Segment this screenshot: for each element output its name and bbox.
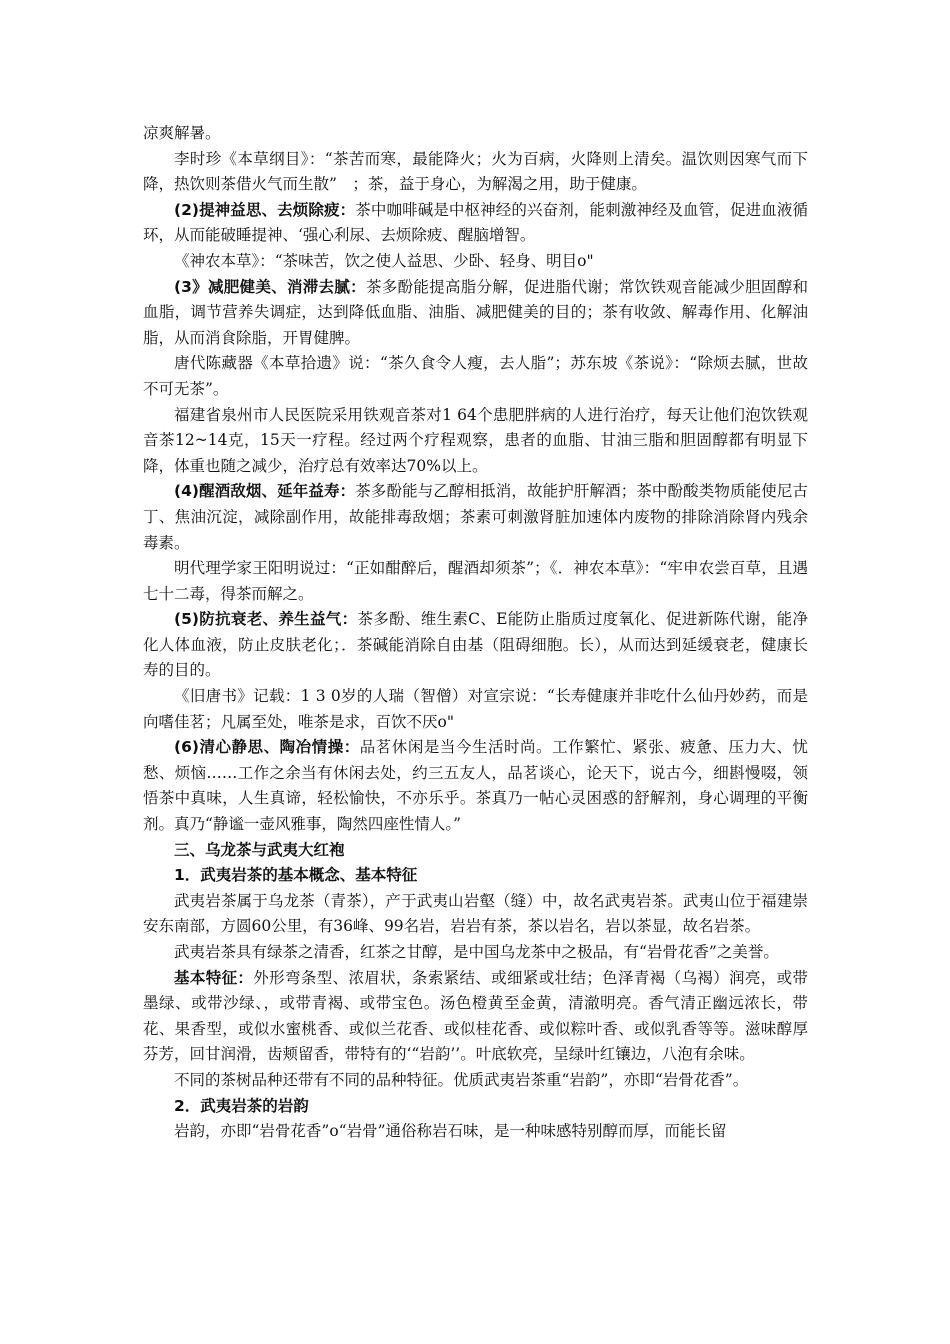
subsection-heading-1: 1．武夷岩茶的基本概念、基本特征 [174, 866, 418, 885]
paragraph-12-lead: (6)清心静思、陶冶情操： [174, 738, 360, 757]
paragraph-10-text: 茶多酚、维生素C、E能防止脂质过度氧化、促进新陈代谢，能净化人体血液，防止皮肤老化；．茶碱能消除自由基（阻碍细胞。长），从而达到延缓衰老，健康长寿的目的。 [143, 610, 808, 680]
paragraph-5-lead: (3》减肥健美、消滞去腻： [174, 277, 366, 296]
paragraph-3-text: 茶中咖啡碱是中枢神经的兴奋剂，能刺激神经及血管，促进血液循环，从而能破睡提神、‘强心利尿、去烦除疲、醒脑增智。 [143, 200, 808, 245]
paragraph-11: 《旧唐书》记载：1 3 0岁的人瑞（智僧）对宣宗说：“长寿健康并非吃什么仙丹妙药，而是向嗜佳茗；凡属至处，唯茶是求，百饮不厌o" [143, 687, 808, 731]
paragraph-6: 唐代陈藏器《本草拾遗》说：“茶久食令人瘦，去人脂”；苏东坡《茶说》：“除烦去腻，世故不可无茶”。 [143, 354, 808, 398]
section-heading-3: 三、乌龙茶与武夷大红袍 [174, 840, 345, 859]
paragraph-20: 岩韵，亦即“岩骨花香”o“岩骨”通俗称岩石味，是一种味感特别醇而厚，而能长留 [174, 1122, 727, 1141]
paragraph-10 [143, 607, 808, 684]
paragraph-17 [143, 966, 808, 1068]
subsection-heading-2: 2．武夷岩茶的岩韵 [174, 1096, 309, 1115]
paragraph-7: 福建省泉州市人民医院采用铁观音茶对1 64个患肥胖病的人进行治疗，每天让他们泡饮铁观音茶12~14克，15天一疗程。经过两个疗程观察，患者的血脂、甘油三脂和胆固醇都有明显下降，体重也随之减少，治疗总有效率达70%以上。 [143, 405, 808, 475]
paragraph-15: 武夷岩茶属于乌龙茶（青茶），产于武夷山岩壑（缝）中，故名武夷岩茶。武夷山位于福建崇安东南部，方圆60公里，有36峰、99名岩，岩岩有茶，茶以岩名，岩以茶显，故名岩茶。 [143, 891, 808, 936]
paragraph-12 [143, 735, 808, 837]
paragraph-3 [143, 198, 808, 249]
paragraph-16: 武夷岩茶具有绿茶之清香，红茶之甘醇，是中国乌龙茶中之极品，有“岩骨花香”之美誉。 [174, 943, 779, 961]
paragraph-8-text: 茶多酚能与乙醇相抵消，故能护肝解酒；茶中酚酸类物质能使尼古丁、焦油沉淀，减除副作用，故能排毒敌烟；茶素可刺激肾脏加速体内废物的排除消除肾内残余毒素。 [143, 482, 808, 552]
document-body [143, 121, 808, 1145]
paragraph-3-lead: (2)提神益思、去烦除疲： [174, 200, 356, 219]
paragraph-8 [143, 479, 808, 556]
paragraph-10-lead: (5)防抗衰老、养生益气： [174, 610, 358, 629]
paragraph-1: 凉爽解暑。 [143, 124, 221, 142]
paragraph-18: 不同的茶树品种还带有不同的品种特征。优质武夷岩茶重“岩韵”，亦即“岩骨花香”。 [174, 1070, 749, 1089]
paragraph-17-lead: 基本特征： [174, 968, 254, 987]
paragraph-5 [143, 275, 808, 352]
paragraph-17-text: 外形弯条型、浓眉状，条索紧结、或细紧或壮结；色泽青褐（乌褐）润亮，或带墨绿、或带沙绿、，或带青褐、或带宝色。汤色橙黄至金黄，清澈明亮。香气清正幽远浓长，带花、果香型，或似水蜜桃香、或似兰花香、或似桂花香、或似粽叶香、或似乳香等等。滋味醇厚芬芳，回甘润滑，齿颊留香，带特有的‘“岩韵’’。叶底软亮，呈绿叶红镶边，八泡有余味。 [143, 968, 808, 1064]
paragraph-2: 李时珍《本草纲目》：“茶苦而寒，最能降火；火为百病，火降则上清矣。温饮则因寒气而下降，热饮则茶借火气而生散” ；茶，益于身心，为解渴之用，助于健康。 [143, 149, 808, 194]
paragraph-8-lead: (4)醒酒敌烟、延年益寿： [174, 482, 356, 501]
paragraph-9: 明代理学家王阳明说过：“正如酣醉后，醒酒却须茶”；《．神农本草》：“牢申农尝百草，且遇七十二毒，得茶而解之。 [143, 559, 808, 603]
paragraph-4: 《神农本草》：“茶味苦，饮之使人益思、少卧、轻身、明目o" [174, 251, 594, 270]
paragraph-5-text: 茶多酚能提高脂分解，促进脂代谢；常饮铁观音能减少胆固醇和血脂，调节营养失调症，达到降低血脂、油脂、减肥健美的目的；茶有收敛、解毒作用、化解油脂，从而消食除脂，开胃健脾。 [143, 277, 808, 347]
paragraph-12-text: 品茗休闲是当今生活时尚。工作繁忙、紧张、疲惫、压力大、忧愁、烦恼……工作之余当有休闲去处，约三五友人，品茗谈心，论天下，说古今，细斟慢啜，领悟茶中真味，人生真谛，轻松愉快，不亦乐乎。茶真乃一帖心灵困惑的舒解剂，身心调理的平衡剂。真乃“静谧一壶风雅事，陶然四座性情人。” [143, 738, 808, 834]
